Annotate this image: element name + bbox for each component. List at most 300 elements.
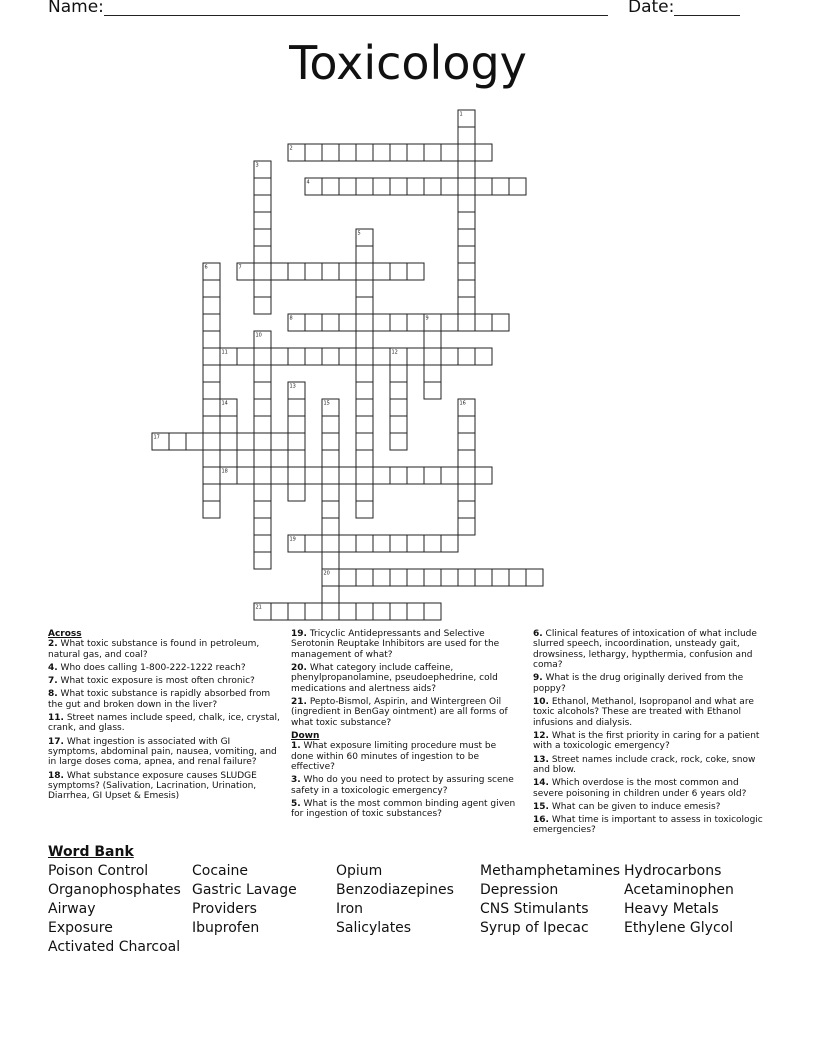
clue-number-6: 6 (204, 264, 208, 271)
grid-cell[interactable] (237, 433, 254, 450)
grid-cell[interactable] (322, 603, 339, 620)
grid-cell[interactable] (356, 535, 373, 552)
grid-cell[interactable] (271, 433, 288, 450)
grid-cell[interactable] (288, 484, 305, 501)
grid-cell[interactable] (288, 416, 305, 433)
grid-cell[interactable] (237, 467, 254, 484)
clue-item (533, 755, 767, 776)
clue-number-11: 11 (221, 349, 228, 356)
clue-number: 3. (291, 775, 301, 786)
grid-cell[interactable] (271, 467, 288, 484)
grid-cell[interactable] (288, 263, 305, 280)
clue-text: Tricyclic Antidepressants and Selective Serotonin Reuptake Inhibitors are used for the management of what? (291, 629, 500, 660)
grid-cell[interactable] (424, 144, 441, 161)
grid-cell[interactable] (356, 382, 373, 399)
grid-cell[interactable] (390, 603, 407, 620)
grid-cell[interactable] (526, 569, 543, 586)
grid-cell[interactable] (373, 314, 390, 331)
grid-cell[interactable] (390, 535, 407, 552)
grid-cell[interactable] (390, 569, 407, 586)
grid-cell[interactable] (254, 467, 271, 484)
grid-cell[interactable] (407, 535, 424, 552)
grid-cell[interactable] (322, 535, 339, 552)
clue-text: Who do you need to protect by assuring scene safety in a toxicologic emergency? (291, 775, 514, 796)
grid-cell[interactable] (356, 263, 373, 280)
page-title: Toxicology (289, 36, 527, 90)
grid-cell[interactable] (305, 348, 322, 365)
word-bank-item: Exposure (48, 920, 113, 936)
grid-cell[interactable] (339, 348, 356, 365)
clue-number: 14. (533, 778, 549, 789)
grid-cell[interactable] (237, 348, 254, 365)
clue-number: 10. (533, 697, 549, 708)
grid-cell[interactable] (305, 535, 322, 552)
down-clue-list (291, 741, 521, 819)
grid-cell[interactable] (220, 416, 237, 433)
grid-cell[interactable] (475, 348, 492, 365)
grid-cell[interactable] (305, 603, 322, 620)
grid-cell[interactable] (356, 331, 373, 348)
grid-cell[interactable] (288, 603, 305, 620)
grid-cell[interactable] (458, 246, 475, 263)
grid-cell[interactable] (254, 484, 271, 501)
grid-cell[interactable] (441, 178, 458, 195)
clue-number: 6. (533, 629, 543, 639)
word-bank-item: Cocaine (192, 863, 248, 879)
grid-cell[interactable] (339, 314, 356, 331)
grid-cell[interactable] (254, 552, 271, 569)
grid-cell[interactable] (458, 484, 475, 501)
grid-cell[interactable] (458, 569, 475, 586)
grid-cell[interactable] (407, 348, 424, 365)
grid-cell[interactable] (254, 382, 271, 399)
clue-text: What toxic substance is found in petroleum, natural gas, and coal? (48, 639, 260, 660)
grid-cell[interactable] (305, 314, 322, 331)
grid-cell[interactable] (356, 603, 373, 620)
clue-number: 5. (291, 799, 301, 810)
clue-number-8: 8 (289, 315, 293, 322)
clue-item (48, 737, 282, 768)
grid-cell[interactable] (322, 433, 339, 450)
word-bank-item: Poison Control (48, 863, 149, 879)
word-bank-item: Organophosphates (48, 882, 181, 898)
grid-cell[interactable] (390, 416, 407, 433)
grid-cell[interactable] (254, 348, 271, 365)
grid-cell[interactable] (322, 467, 339, 484)
grid-cell[interactable] (271, 263, 288, 280)
grid-cell[interactable] (390, 365, 407, 382)
word-bank-item: Opium (336, 863, 383, 879)
clues-column-3 (533, 629, 767, 839)
grid-cell[interactable] (390, 144, 407, 161)
clue-item (48, 639, 282, 660)
grid-cell[interactable] (203, 399, 220, 416)
grid-cell[interactable] (390, 263, 407, 280)
grid-cell[interactable] (339, 144, 356, 161)
grid-cell[interactable] (492, 314, 509, 331)
grid-cell[interactable] (356, 416, 373, 433)
clue-number: 16. (533, 815, 549, 826)
grid-cell[interactable] (390, 314, 407, 331)
grid-cell[interactable] (356, 246, 373, 263)
clue-item (291, 663, 521, 694)
word-bank-item: Depression (480, 882, 559, 898)
word-bank-item: Activated Charcoal (48, 939, 181, 955)
clue-number: 8. (48, 689, 58, 700)
grid-cell[interactable] (203, 433, 220, 450)
clue-item (48, 771, 282, 802)
grid-cell[interactable] (322, 348, 339, 365)
grid-cell[interactable] (322, 586, 339, 603)
grid-cell[interactable] (475, 178, 492, 195)
clue-number: 18. (48, 770, 64, 781)
grid-cell[interactable] (458, 450, 475, 467)
grid-cell[interactable] (458, 314, 475, 331)
grid-cell[interactable] (356, 144, 373, 161)
clue-item (291, 741, 521, 772)
clue-item (48, 663, 282, 673)
clue-item (533, 778, 767, 799)
grid-cell[interactable] (373, 178, 390, 195)
grid-cell[interactable] (254, 263, 271, 280)
grid-cell[interactable] (424, 467, 441, 484)
clue-number-10: 10 (255, 332, 262, 339)
grid-cell[interactable] (390, 433, 407, 450)
grid-cell[interactable] (424, 535, 441, 552)
grid-cell[interactable] (373, 144, 390, 161)
grid-cell[interactable] (254, 195, 271, 212)
clue-item (533, 731, 767, 752)
grid-cell[interactable] (203, 314, 220, 331)
grid-cell[interactable] (322, 501, 339, 518)
grid-cell[interactable] (441, 535, 458, 552)
grid-cell[interactable] (373, 535, 390, 552)
grid-cell[interactable] (458, 518, 475, 535)
grid-cell[interactable] (339, 535, 356, 552)
grid-cell[interactable] (441, 144, 458, 161)
grid-cell[interactable] (271, 603, 288, 620)
clue-item (48, 713, 282, 734)
grid-cell[interactable] (305, 144, 322, 161)
clue-number-7: 7 (238, 264, 242, 271)
word-bank-item: Heavy Metals (624, 901, 719, 917)
grid-cell[interactable] (254, 280, 271, 297)
grid-cell[interactable] (322, 178, 339, 195)
grid-cell[interactable] (390, 467, 407, 484)
grid-cell[interactable] (492, 178, 509, 195)
grid-cell[interactable] (288, 348, 305, 365)
grid-cell[interactable] (475, 314, 492, 331)
grid-cell[interactable] (322, 484, 339, 501)
grid-cell[interactable] (203, 382, 220, 399)
grid-cell[interactable] (254, 178, 271, 195)
word-bank-item: Iron (336, 901, 364, 917)
grid-cell[interactable] (254, 450, 271, 467)
clue-number-12: 12 (391, 349, 398, 356)
grid-cell[interactable] (424, 178, 441, 195)
name-label: Name: (48, 0, 104, 17)
clue-text: Street names include speed, chalk, ice, crystal, crank, and glass. (48, 713, 280, 734)
grid-cell[interactable] (424, 569, 441, 586)
grid-cell[interactable] (339, 603, 356, 620)
grid-cell[interactable] (220, 433, 237, 450)
clue-number-9: 9 (425, 315, 429, 322)
word-bank-item: Benzodiazepines (336, 882, 454, 898)
down-clue-list-continued (533, 629, 767, 836)
word-bank-item: Ethylene Glycol (624, 920, 734, 936)
across-clue-list (48, 639, 282, 801)
grid-cell[interactable] (203, 467, 220, 484)
grid-cell[interactable] (475, 144, 492, 161)
grid-cell[interactable] (458, 229, 475, 246)
grid-cell[interactable] (424, 603, 441, 620)
clue-number-19: 19 (289, 536, 296, 543)
grid-cell[interactable] (356, 314, 373, 331)
grid-cell[interactable] (390, 178, 407, 195)
clue-number-20: 20 (323, 570, 330, 577)
grid-cell[interactable] (509, 178, 526, 195)
grid-cell[interactable] (373, 348, 390, 365)
word-bank-item: Ibuprofen (192, 920, 260, 936)
grid-cell[interactable] (458, 433, 475, 450)
grid-cell[interactable] (407, 603, 424, 620)
grid-cell[interactable] (339, 467, 356, 484)
grid-cell[interactable] (441, 569, 458, 586)
clue-text: What is the drug originally derived from the poppy? (533, 673, 744, 694)
clue-number: 7. (48, 676, 58, 687)
grid-cell[interactable] (356, 348, 373, 365)
grid-cell[interactable] (322, 263, 339, 280)
grid-cell[interactable] (271, 348, 288, 365)
clue-text: What exposure limiting procedure must be done within 60 minutes of ingestion to be effective? (291, 741, 497, 773)
clue-item (48, 689, 282, 710)
grid-cell[interactable] (424, 348, 441, 365)
grid-cell[interactable] (356, 399, 373, 416)
grid-cell[interactable] (288, 399, 305, 416)
grid-cell[interactable] (339, 178, 356, 195)
clue-text: What time is important to assess in toxicologic emergencies? (533, 815, 763, 836)
clue-item (533, 697, 767, 728)
clue-text: What is the first priority in caring for a patient with a toxicologic emergency? (533, 731, 760, 752)
clue-number: 9. (533, 673, 543, 684)
grid-cell[interactable] (254, 535, 271, 552)
grid-cell[interactable] (254, 246, 271, 263)
grid-cell[interactable] (458, 501, 475, 518)
grid-cell[interactable] (390, 382, 407, 399)
grid-cell[interactable] (373, 263, 390, 280)
grid-cell[interactable] (254, 501, 271, 518)
grid-cell[interactable] (407, 569, 424, 586)
grid-cell[interactable] (322, 450, 339, 467)
grid-cell[interactable] (458, 348, 475, 365)
clue-number: 12. (533, 731, 549, 742)
grid-cell[interactable] (356, 450, 373, 467)
grid-cell[interactable] (254, 416, 271, 433)
clue-number-3: 3 (255, 162, 259, 169)
grid-cell[interactable] (356, 467, 373, 484)
word-bank-item: Acetaminophen (624, 882, 734, 898)
clue-text: What category include caffeine, phenylpropanolamine, pseudoephedrine, cold medications and alertness aids? (291, 663, 498, 694)
grid-cell[interactable] (322, 416, 339, 433)
clue-number: 19. (291, 629, 307, 639)
clue-number-2: 2 (289, 145, 293, 152)
clue-number-15: 15 (323, 400, 330, 407)
grid-cell[interactable] (356, 365, 373, 382)
clues-column-2 (291, 629, 521, 823)
grid-cell[interactable] (203, 331, 220, 348)
word-bank-title: Word Bank (48, 844, 134, 860)
grid-cell[interactable] (356, 569, 373, 586)
grid-cell[interactable] (458, 212, 475, 229)
word-bank-item: Hydrocarbons (624, 863, 722, 879)
grid-cell[interactable] (509, 569, 526, 586)
grid-cell[interactable] (458, 195, 475, 212)
grid-cell[interactable] (305, 467, 322, 484)
clue-text: Street names include crack, rock, coke, snow and blow. (533, 754, 756, 776)
grid-cell[interactable] (356, 297, 373, 314)
clue-number-16: 16 (459, 400, 466, 407)
grid-cell[interactable] (186, 433, 203, 450)
grid-cell[interactable] (288, 450, 305, 467)
clue-item (533, 629, 767, 671)
grid-cell[interactable] (458, 144, 475, 161)
grid-cell[interactable] (254, 212, 271, 229)
grid-cell[interactable] (390, 399, 407, 416)
grid-cell[interactable] (322, 518, 339, 535)
clue-text: Ethanol, Methanol, Isopropanol and what are toxic alcohols? These are treated with Ethanol infusions and dialysis. (533, 697, 754, 728)
clue-number: 4. (48, 663, 58, 674)
grid-cell[interactable] (407, 178, 424, 195)
clue-text: What ingestion is associated with GI symptoms, abdominal pain, nausea, vomiting, and in large doses coma, apnea, and renal failure? (48, 736, 277, 768)
grid-cell[interactable] (373, 603, 390, 620)
date-label: Date: (628, 0, 675, 17)
across-clue-list-continued (291, 629, 521, 728)
grid-cell[interactable] (475, 467, 492, 484)
clue-text: What is the most common binding agent given for ingestion of toxic substances? (291, 799, 516, 820)
grid-cell[interactable] (203, 297, 220, 314)
grid-cell[interactable] (169, 433, 186, 450)
down-heading: Down (291, 731, 320, 742)
clue-number: 20. (291, 663, 307, 674)
grid-cell[interactable] (458, 127, 475, 144)
grid-cell[interactable] (203, 484, 220, 501)
grid-cell[interactable] (441, 348, 458, 365)
grid-cell[interactable] (203, 450, 220, 467)
grid-cell[interactable] (475, 569, 492, 586)
grid-cell[interactable] (407, 263, 424, 280)
clue-item (291, 799, 521, 820)
clue-number: 17. (48, 736, 64, 747)
clue-text: Clinical features of intoxication of what include slurred speech, incoordination, unsteady gait, drowsiness, lethargy, hypthermia, confusion and coma? (533, 629, 757, 671)
clue-number-18: 18 (221, 468, 228, 475)
grid-cell[interactable] (254, 433, 271, 450)
clue-number: 21. (291, 697, 307, 708)
clue-number: 2. (48, 639, 58, 650)
grid-cell[interactable] (254, 399, 271, 416)
grid-cell[interactable] (288, 433, 305, 450)
clue-number-4: 4 (306, 179, 310, 186)
grid-cell[interactable] (356, 178, 373, 195)
grid-cell[interactable] (254, 297, 271, 314)
grid-cell[interactable] (288, 467, 305, 484)
clue-text: Who does calling 1-800-222-1222 reach? (57, 663, 246, 674)
grid-cell[interactable] (458, 280, 475, 297)
grid-cell[interactable] (339, 263, 356, 280)
clue-number-5: 5 (357, 230, 361, 237)
clue-number-14: 14 (221, 400, 228, 407)
grid-cell[interactable] (373, 569, 390, 586)
word-bank-item: Salicylates (336, 920, 412, 936)
across-heading: Across (48, 629, 82, 639)
clue-number: 1. (291, 741, 301, 752)
grid-cell[interactable] (458, 263, 475, 280)
grid-cell[interactable] (322, 552, 339, 569)
grid-cell[interactable] (254, 229, 271, 246)
grid-cell[interactable] (407, 314, 424, 331)
clue-item (533, 673, 767, 694)
grid-cell[interactable] (407, 144, 424, 161)
grid-cell[interactable] (339, 569, 356, 586)
clue-number-17: 17 (153, 434, 160, 441)
grid-cell[interactable] (203, 501, 220, 518)
clue-item (291, 775, 521, 796)
grid-cell[interactable] (322, 144, 339, 161)
grid-cell[interactable] (407, 467, 424, 484)
grid-cell[interactable] (203, 365, 220, 382)
grid-cell[interactable] (356, 280, 373, 297)
grid-cell[interactable] (356, 484, 373, 501)
grid-cell[interactable] (458, 467, 475, 484)
grid-cell[interactable] (220, 450, 237, 467)
clue-number: 11. (48, 713, 64, 724)
grid-cell[interactable] (356, 433, 373, 450)
grid-cell[interactable] (458, 161, 475, 178)
word-bank-item: Syrup of Ipecac (480, 920, 589, 936)
grid-cell[interactable] (424, 331, 441, 348)
grid-cell[interactable] (203, 416, 220, 433)
word-bank-item: Providers (192, 901, 257, 917)
clue-text: What can be given to induce emesis? (548, 801, 721, 812)
clue-number: 15. (533, 801, 549, 812)
grid-cell[interactable] (356, 501, 373, 518)
grid-cell[interactable] (203, 348, 220, 365)
grid-cell[interactable] (322, 314, 339, 331)
clue-item (533, 802, 767, 812)
grid-cell[interactable] (441, 467, 458, 484)
word-bank-item: CNS Stimulants (480, 901, 589, 917)
clue-item (291, 697, 521, 728)
grid-cell[interactable] (458, 297, 475, 314)
word-bank-item: Methamphetamines (480, 863, 621, 879)
clue-text: Pepto-Bismol, Aspirin, and Wintergreen Oil (ingredient in BenGay ointment) are all forms of what toxic substance? (291, 697, 508, 728)
grid-cell[interactable] (203, 280, 220, 297)
clue-number-13: 13 (289, 383, 296, 390)
word-bank-item: Airway (48, 901, 96, 917)
clue-number-21: 21 (255, 604, 262, 611)
clue-item (533, 815, 767, 836)
grid-cell[interactable] (254, 518, 271, 535)
clue-item (291, 629, 521, 660)
grid-cell[interactable] (424, 382, 441, 399)
grid-cell[interactable] (254, 365, 271, 382)
grid-cell[interactable] (373, 467, 390, 484)
grid-cell[interactable] (424, 365, 441, 382)
grid-cell[interactable] (458, 416, 475, 433)
grid-cell[interactable] (492, 569, 509, 586)
grid-cell[interactable] (458, 178, 475, 195)
grid-cell[interactable] (441, 314, 458, 331)
grid-cell[interactable] (305, 263, 322, 280)
